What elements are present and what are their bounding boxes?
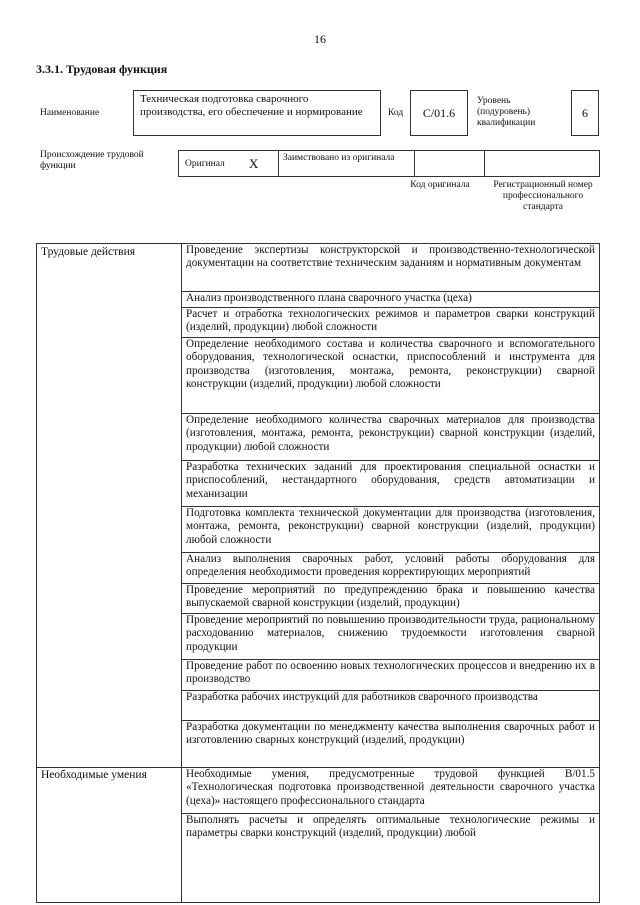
list-item: Проведение мероприятий по предупреждению брака и повышению качества выпускаемой сварной конструкции (изделий, продукции) — [182, 584, 599, 614]
origin-table — [178, 150, 600, 177]
section-items — [182, 244, 599, 767]
origin-label: Происхождение трудовой функции — [40, 150, 144, 171]
list-item: Определение необходимого количества сварочных материалов для производства (изготовления, монтажа, ремонта, реконструкции) сварной конструкции (изделий, продукции) любой сложности — [182, 414, 599, 461]
level-label: Уровень (подуровень) квалификации — [477, 96, 536, 128]
list-item: Подготовка комплекта технической документации для производства (изготовления, монтажа, ремонта, реконструкции) сварной конструкции (изделий, продукции) любой сложности — [182, 507, 599, 553]
page-number: 16 — [314, 32, 326, 46]
list-item: Расчет и отработка технологических режимов и параметров сварки конструкций (изделий, продукции) любой сложности — [182, 308, 599, 338]
original-code-cell — [415, 151, 485, 176]
section-heading: Необходимые умения — [41, 769, 147, 781]
list-item: Определение необходимого состава и количества сварочного и вспомогательного оборудования, технологической оснастки, приспособлений и инструмента для производства (изготовления, монтажа, ремонта, реконструкции) сварной конструкции (изделий, продукции) любой сложности — [182, 338, 599, 414]
list-item: Разработка технических заданий для проектирования специальной оснастки и приспособлений, нестандартного оборудования, средств автоматизации и механизации — [182, 461, 599, 507]
code-value: С/01.6 — [410, 90, 468, 136]
list-item: Анализ производственного плана сварочного участка (цеха) — [182, 292, 599, 308]
main-table — [36, 243, 600, 903]
list-item: Проведение экспертизы конструкторской и производственно-технологической документации на соответствие техническим заданиям и нормативным документам — [182, 244, 599, 292]
name-label: Наименование — [40, 108, 100, 118]
reg-number-caption: Регистрационный номер профессионального стандарта — [493, 180, 593, 212]
name-value: Техническая подготовка сварочного производства, его обеспечение и нормирование — [133, 90, 381, 136]
list-item: Анализ выполнения сварочных работ, условий работы оборудования для определения необходимости проведения корректирующих мероприятий — [182, 553, 599, 584]
borrowed-cell — [279, 151, 415, 176]
borrowed-label: Заимствовано из оригинала — [283, 153, 395, 163]
list-item: Проведение мероприятий по повышению производительности труда, рациональному расходованию материалов, снижению трудоемкости изготовления сварной продукции — [182, 614, 599, 660]
list-item: Разработка документации по менеджменту качества выполнения сварочных работ и изготовлению сварных конструкций (изделий, продукции) — [186, 721, 595, 747]
list-item: Необходимые умения, предусмотренные трудовой функцией В/01.5 «Технологическая подготовка производственной деятельности сварочного участка (цеха)» настоящего профессионального стандарта — [182, 768, 599, 814]
list-item: Проведение работ по освоению новых технологических процессов и внедрению их в производство — [182, 660, 599, 691]
section-heading: Трудовые действия — [41, 246, 136, 258]
original-mark: X — [249, 156, 259, 171]
level-value: 6 — [571, 90, 599, 136]
original-code-caption: Код оригинала — [410, 180, 470, 190]
list-item: Выполнять расчеты и определять оптимальные технологические режимы и параметры сварки конструкций (изделий, продукции) любой — [186, 814, 595, 840]
section-title: 3.3.1. Трудовая функция — [36, 62, 168, 76]
original-label: Оригинал — [185, 159, 225, 169]
section-items — [182, 768, 599, 902]
list-item: Разработка рабочих инструкций для работников сварочного производства — [182, 691, 599, 721]
original-cell — [179, 151, 279, 176]
heading-column — [37, 244, 182, 902]
code-label: Код — [388, 108, 404, 118]
